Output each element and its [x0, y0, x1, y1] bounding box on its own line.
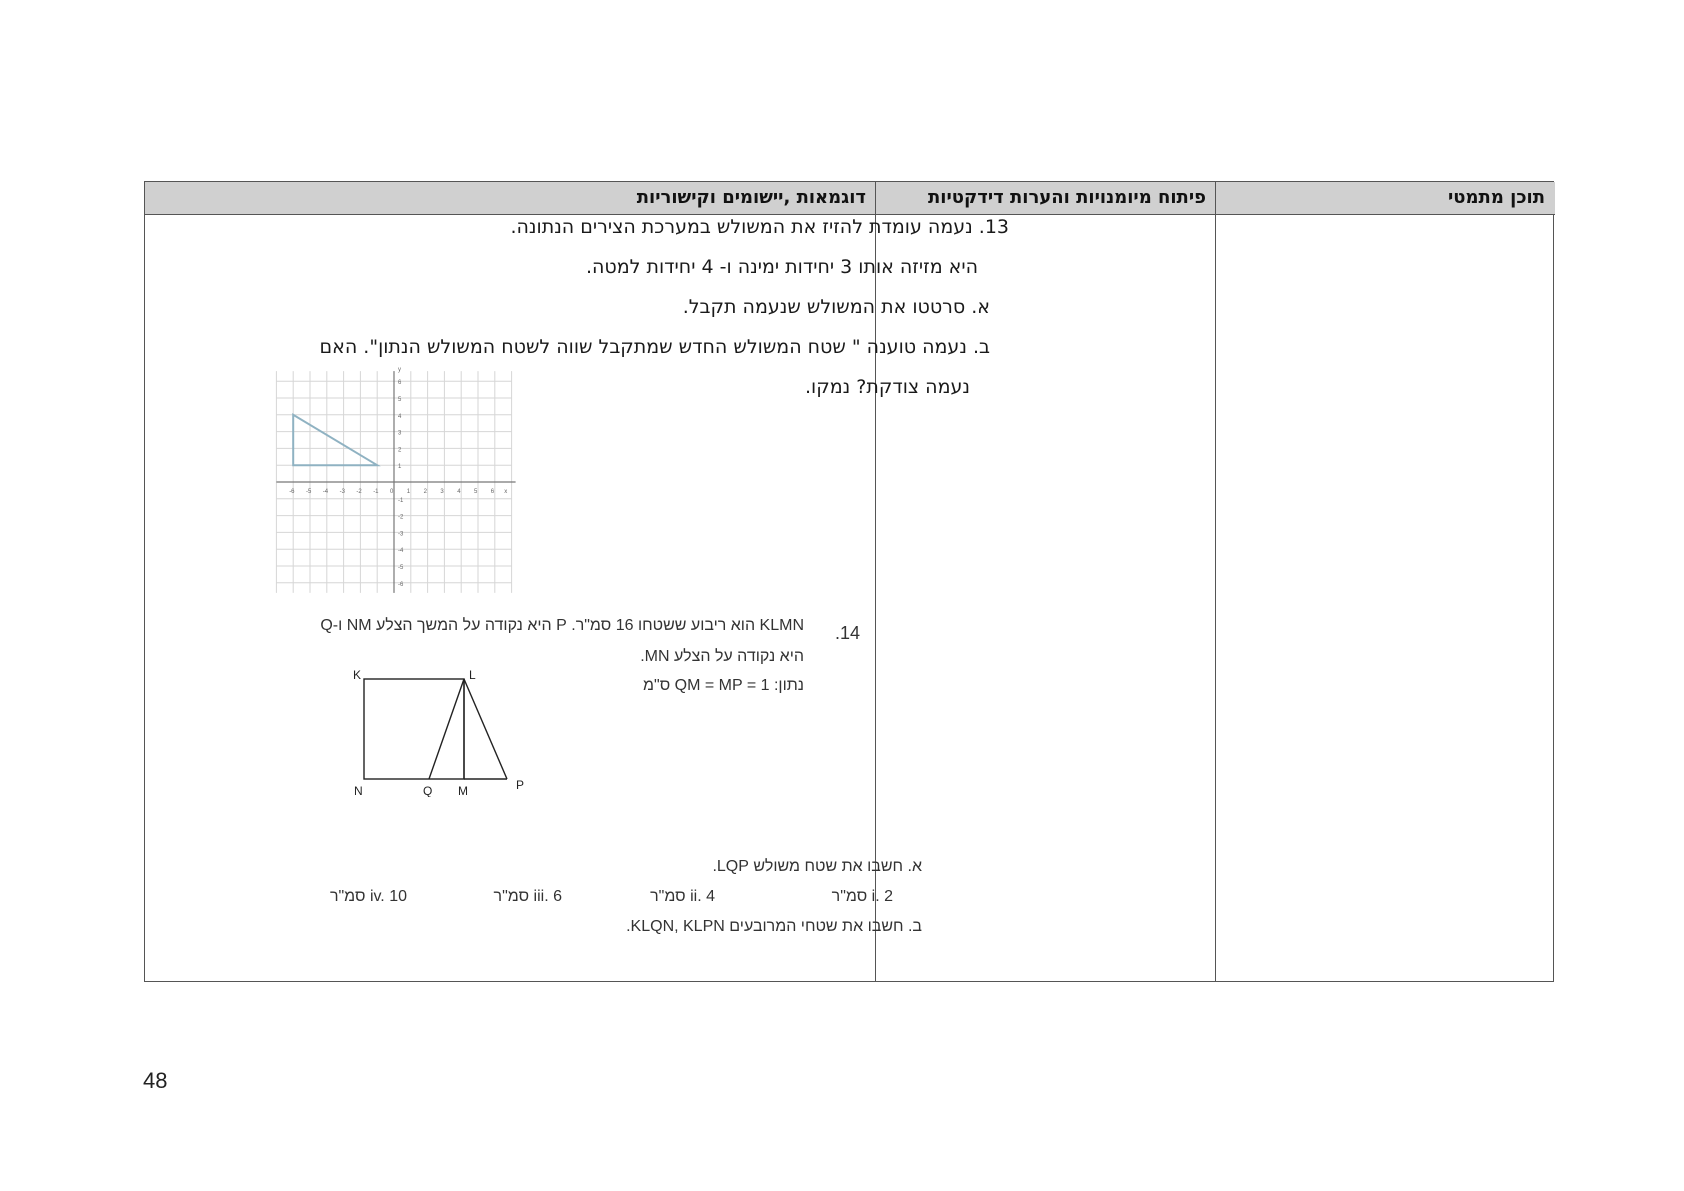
x-tick-label: 5 — [474, 489, 478, 495]
x-tick-label: 4 — [457, 489, 461, 495]
coordinate-grid — [269, 366, 519, 598]
q14-option-iv: iv. 10 סמ"ר — [329, 888, 407, 905]
label-k: K — [353, 668, 362, 682]
y-tick-label: -5 — [398, 565, 404, 571]
label-m: M — [458, 784, 468, 797]
x-tick-label: 0 — [390, 489, 394, 495]
header-examples: דוגמאות ,יישומים וקישוריות — [145, 182, 876, 215]
y-tick-label: -3 — [398, 531, 404, 538]
q14-option-i: i. 2 סמ"ר — [831, 888, 893, 905]
square-diagram — [348, 667, 538, 797]
header-content: תוכן מתמטי — [1216, 182, 1555, 215]
curriculum-table — [144, 181, 1554, 982]
q13-line1: 13. נעמה עומדת להזיז את המשולש במערכת הצירים הנתונה. — [510, 216, 1009, 238]
y-tick-label: 5 — [398, 397, 402, 403]
y-tick-label: 1 — [398, 464, 402, 471]
y-tick-label: y — [398, 366, 401, 373]
y-tick-label: -6 — [398, 581, 404, 588]
column-divider — [1215, 182, 1216, 981]
x-tick-label: 2 — [423, 489, 427, 495]
triangle-shape — [293, 415, 377, 465]
q14-part-b: ב. חשבו את שטחי המרובעים KLQN, KLPN. — [626, 918, 922, 935]
label-p: P — [516, 778, 525, 792]
q13-line2: היא מזיזה אותו 3 יחידות ימינה ו- 4 יחידות למטה. — [585, 256, 978, 278]
x-tick-label: -6 — [289, 489, 295, 495]
x-tick-label: -4 — [322, 489, 329, 495]
x-tick-label: 1 — [406, 489, 411, 495]
x-tick-label: -2 — [356, 489, 362, 495]
x-tick-label: -1 — [373, 489, 379, 495]
q13-line3: א. סרטטו את המשולש שנעמה תקבל. — [682, 296, 990, 318]
y-tick-label: 2 — [398, 447, 402, 454]
x-tick-label: x — [504, 489, 508, 495]
x-tick-label: 6 — [490, 489, 495, 495]
q14-line3: נתון: QM = MP = 1 ס"מ — [643, 677, 804, 694]
y-tick-label: 4 — [398, 413, 402, 420]
label-q: Q — [423, 784, 433, 797]
q14-part-a: א. חשבו את שטח משולש LQP. — [712, 858, 922, 875]
y-tick-label: 3 — [398, 430, 402, 437]
x-tick-label: -5 — [306, 489, 312, 495]
header-skills: פיתוח מיומנויות והערות דידקטיות — [876, 182, 1216, 215]
x-tick-label: -3 — [339, 489, 345, 495]
q14-option-iii: iii. 6 סמ"ר — [493, 888, 562, 905]
q14-option-ii: ii. 4 סמ"ר — [650, 888, 715, 905]
q13-line4: ב. נעמה טוענה " שטח המשולש החדש שמתקבל שווה לשטח המשולש הנתון". האם — [319, 336, 990, 358]
q13-line5: נעמה צודקת? נמקו. — [805, 376, 970, 398]
y-tick-label: 6 — [398, 380, 402, 387]
q14-number: .14 — [835, 623, 861, 643]
y-tick-label: -2 — [398, 514, 404, 521]
q14-line2: היא נקודה על הצלע MN. — [640, 648, 804, 665]
q14-line1: KLMN הוא ריבוע ששטחו 16 סמ"ר. P היא נקודה על המשך הצלע NM ו-Q — [320, 617, 804, 634]
y-tick-label: -1 — [398, 497, 404, 504]
x-tick-label: 3 — [440, 489, 444, 495]
label-n: N — [354, 784, 363, 797]
page-number: 48 — [143, 1068, 168, 1093]
label-l: L — [469, 668, 476, 682]
y-tick-label: -4 — [398, 548, 404, 555]
